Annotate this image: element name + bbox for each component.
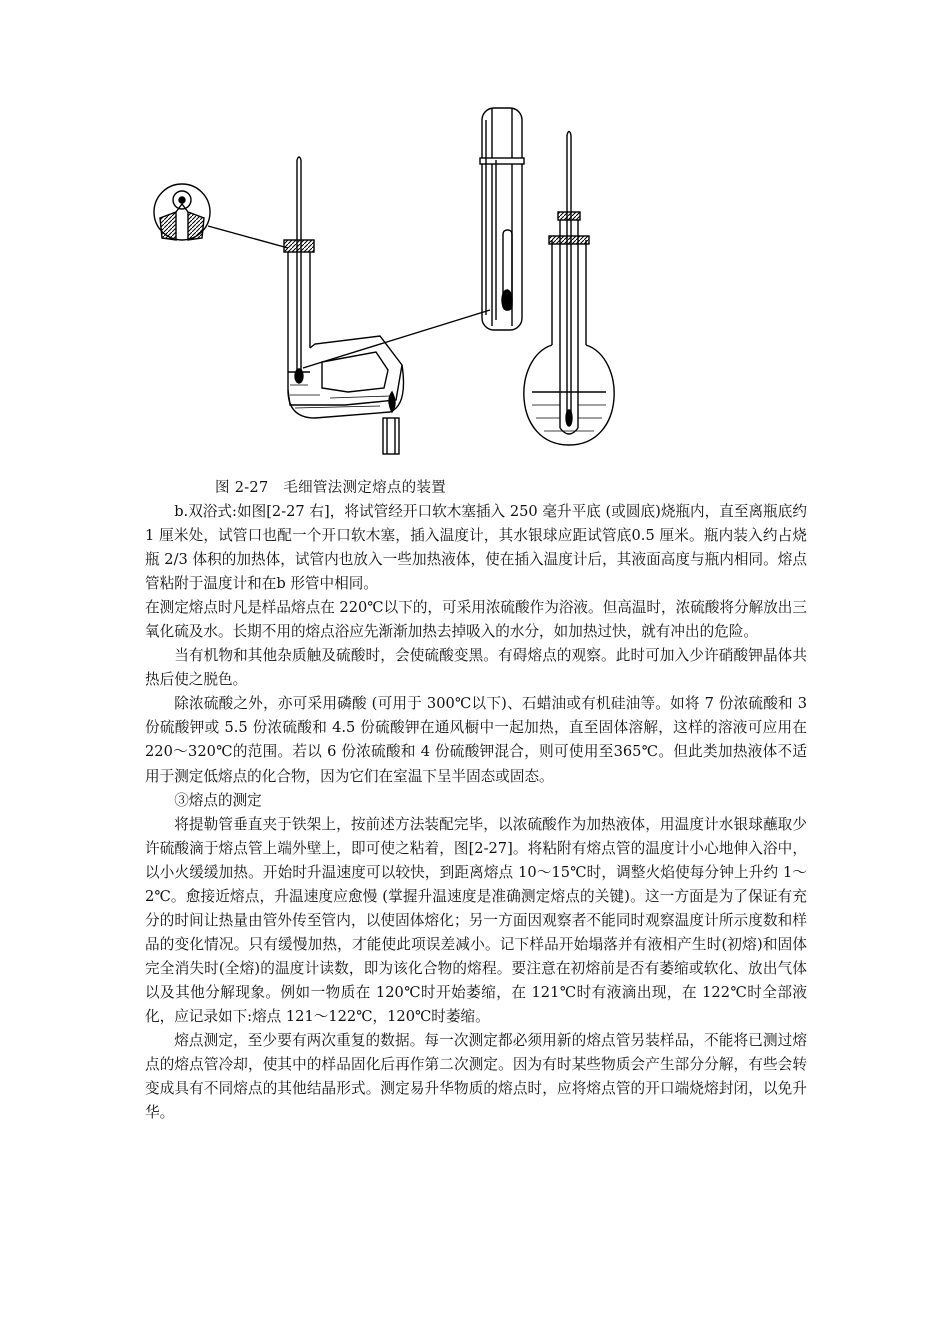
melting-point-apparatus-diagram (140, 100, 680, 465)
thiele-tube (284, 157, 404, 454)
paragraph: 当有机物和其他杂质触及硫酸时，会使硫酸变黑。有碍熔点的观察。此时可加入少许硝酸钾晶体共热后使之脱色。 (145, 647, 807, 689)
cork-detail (154, 184, 210, 240)
figure-caption: 图 2-27 毛细管法测定熔点的装置 (215, 480, 447, 496)
apparatus-figure (140, 100, 680, 465)
paragraph: 在测定熔点时凡是样品熔点在 220℃以下的，可采用浓硫酸作为浴液。但高温时，浓硫酸将分解放出三氧化硫及水。长期不用的熔点浴应先渐渐加热去掉吸入的水分，如加热过快，就有冲出的危险。 (145, 599, 807, 641)
double-bath-flask (524, 132, 614, 446)
paragraph: 除浓硫酸之外，亦可采用磷酸 (可用于 300℃以下)、石蜡油或有机硅油等。如将 7 份浓硫酸和 3 份硫酸钾或 5.5 份浓硫酸和 4.5 份硫酸钾在通风橱中一起加热，直至固体溶解，这样的溶液可应用在 220～320℃的范围。若以 6 份浓硫酸和 4 份硫酸钾混合，则可使用至365℃。但此类加热液体不适用于测定低熔点的化合物，因为它们在室温下呈半固态或固态。 (145, 695, 807, 785)
paragraph: 将提勒管垂直夹于铁架上，按前述方法装配完毕，以浓硫酸作为加热液体，用温度计水银球蘸取少许硫酸滴于熔点管上端外壁上，即可使之粘着，图[2-27]。将粘附有熔点管的温度计小心地伸入浴中，以小火缓缓加热。开始时升温速度可以较快，到距离熔点 10～15℃时，调整火焰使每分钟上升约 1～2℃。愈接近熔点，升温速度应愈慢 (掌握升温速度是准确测定熔点的关键)。这一方面是为了保证有充分的时间让热量由管外传至管内，以使固体熔化；另一方面因观察者不能同时观察温度计所示度数和样品的变化情况。只有缓慢加热，才能使此项误差减小。记下样品开始塌落并有液相产生时(初熔)和固体完全消失时(全熔)的温度计读数，即为该化合物的熔程。要注意在初熔前是否有萎缩或软化、放出气体以及其他分解现象。例如一物质在 120℃时开始萎缩，在 121℃时有液滴出现，在 122℃时全部液化，应记录如下:熔点 121～122℃，120℃时萎缩。 (145, 815, 807, 1025)
thermometer-capillary-detail (480, 108, 524, 330)
body-text (145, 500, 807, 1125)
paragraph: b.双浴式:如图[2-27 右]，将试管经开口软木塞插入 250 毫升平底 (或圆底)烧瓶内，直至离瓶底约 1 厘米处，试管口也配一个开口软木塞，插入温度计，其水银球应距试管底0.5 厘米。瓶内装入约占烧瓶 2/3 体积的加热体，试管内也放入一些加热液体，使在插入温度计后，其液面高度与瓶内相同。熔点管粘附于温度计和在b 形管中相同。 (145, 503, 807, 593)
section-heading: ③熔点的测定 (174, 791, 262, 809)
paragraph: 熔点测定，至少要有两次重复的数据。每一次测定都必须用新的熔点管另装样品，不能将已测过熔点的熔点管冷却，使其中的样品固化后再作第二次测定。因为有时某些物质会产生部分分解，有些会转变成具有不同熔点的其他结晶形式。测定易升华物质的熔点时，应将熔点管的开口端烧熔封闭，以免升华。 (145, 1032, 807, 1122)
